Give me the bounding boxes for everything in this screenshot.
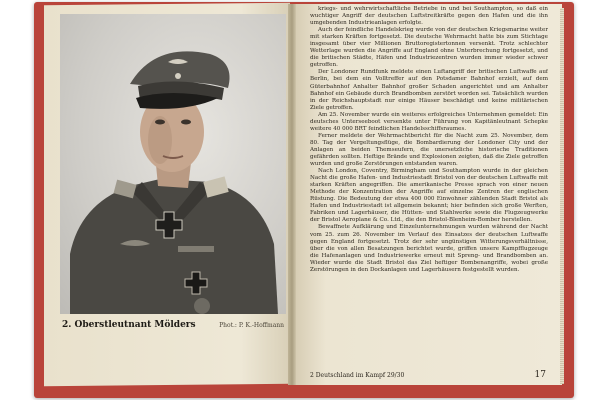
- portrait-photo: [60, 14, 286, 314]
- paragraph: Ferner meldete der Wehrmachtbericht für die Nacht zum 25. November, dem 80. Tag der Vergeltungsflüge, die Bombardierung der Londoner City und der Anlagen an beiden Themseufern, die unersetzliche historische Traditionen gefährden sollten. Heftige Brände und Explosionen zeigten, daß die Ziele getroffen wurden und große Zerstörungen entstanden waren.: [310, 132, 548, 168]
- photo-caption-row: [62, 320, 284, 334]
- cap-cockade-icon: [175, 73, 181, 79]
- uniform-torso: [70, 179, 278, 314]
- page-footer: [310, 370, 546, 382]
- page-edges: [560, 8, 564, 384]
- paragraph: kriegs- und wehrwirtschaftliche Betriebe in und bei Southampton, so daß ein wuchtiger Angriff der deutschen Luftstreitkräfte gegen den Hafen und die ihn umgebenden Industrieanlagen erfolgte.: [310, 6, 548, 27]
- paragraph: Der Londoner Rundfunk meldete einen Luftangriff der britischen Luftwaffe auf Berlin, bei dem ein Volltreffer auf den Potsdamer Bahnhof erzielt, auf dem Güterbahnhof Anhalter Bahnhof großer Schaden angerichtet und am Anhalter Bahnhof ein Gebäude durch Brandbomben zerstört worden sei. Tatsächlich wurden in der Reichshauptstadt nur einige Häuser beschädigt und keine militärischen Ziele getroffen.: [310, 69, 548, 111]
- paragraph: Auch der feindliche Handelskrieg wurde von der deutschen Kriegsmarine weiter mit starken Kräften fortgesetzt. Die deutsche Wehrmacht hatte bis zum Stichtage insgesamt über vier Millionen Bruttoregistertonnen versenkt. Trotz schlechter Wetterlage wurden die Angriffe auf England ohne Unterbrechung fortgesetzt, und die britischen Städte, Häfen und Industriezentren wurden immer wieder schwer getroffen.: [310, 27, 548, 69]
- page-body-text: [310, 6, 548, 336]
- portrait-illustration: [60, 14, 286, 314]
- page-number: 17: [534, 370, 546, 380]
- footer-signature: 2 Deutschland im Kampf 29/30: [310, 372, 405, 379]
- book-gutter: [288, 4, 296, 385]
- right-eye: [181, 120, 191, 125]
- photo-credit: Phot.: P. K.-Hoffmann: [219, 322, 284, 329]
- paragraph: Nach London, Coventry, Birmingham und Southampton wurde in der gleichen Nacht die große Hafen- und Industriestadt Bristol von der deutschen Luftwaffe mit starken Kräften angegriffen. Die amerikanische Presse sprach von einer neuen Methode der Konzentration der Angriffe auf einzelne Zentren der englischen Rüstung. Die Bedeutung der etwa 400 000 Einwohner zählenden Stadt Bristol als Hafen und Industriestadt ist allgemein bekannt; hier befinden sich große Werften, Fabriken und Lagerhäuser, die Hütten- und Stahlwerke sowie die Flugzeugwerke der Bristol Aeroplane & Co. Ltd., die den Bristol-Blenheim-Bomber herstellen.: [310, 168, 548, 224]
- photo-caption: 2. Oberstleutnant Mölders: [62, 320, 196, 330]
- pilot-badge-icon: [194, 298, 210, 314]
- paragraph: Bewaffnete Aufklärung und Einzelunternehmungen wurden während der Nacht vom 25. zum 26. November im Verlauf des Einsatzes der deutschen Luftwaffe gegen England fortgesetzt. Trotz der sehr ungünstigen Witterungsverhältnisse, über die von allen Besatzungen berichtet wurde, griffen unsere Kampfflugzeuge die Hafenanlagen und Industriewerke erneut mit Spreng- und Brandbomben an. Wieder wurde die Stadt Bristol das Ziel heftiger Bombenangriffe, wobei große Zerstörungen in den Dockanlagen und Lagerhäusern festgestellt wurden.: [310, 224, 548, 273]
- left-eye: [155, 120, 165, 125]
- paragraph: Am 25. November wurde ein weiteres erfolgreiches Unternehmen gemeldet: Ein deutsches Unterseeboot versenkte unter Führung von Kapitänleutnant Schepke weitere 40 000 BRT feindlichen Handelsschiffsraumes.: [310, 111, 548, 132]
- ribbon-bar: [178, 246, 214, 252]
